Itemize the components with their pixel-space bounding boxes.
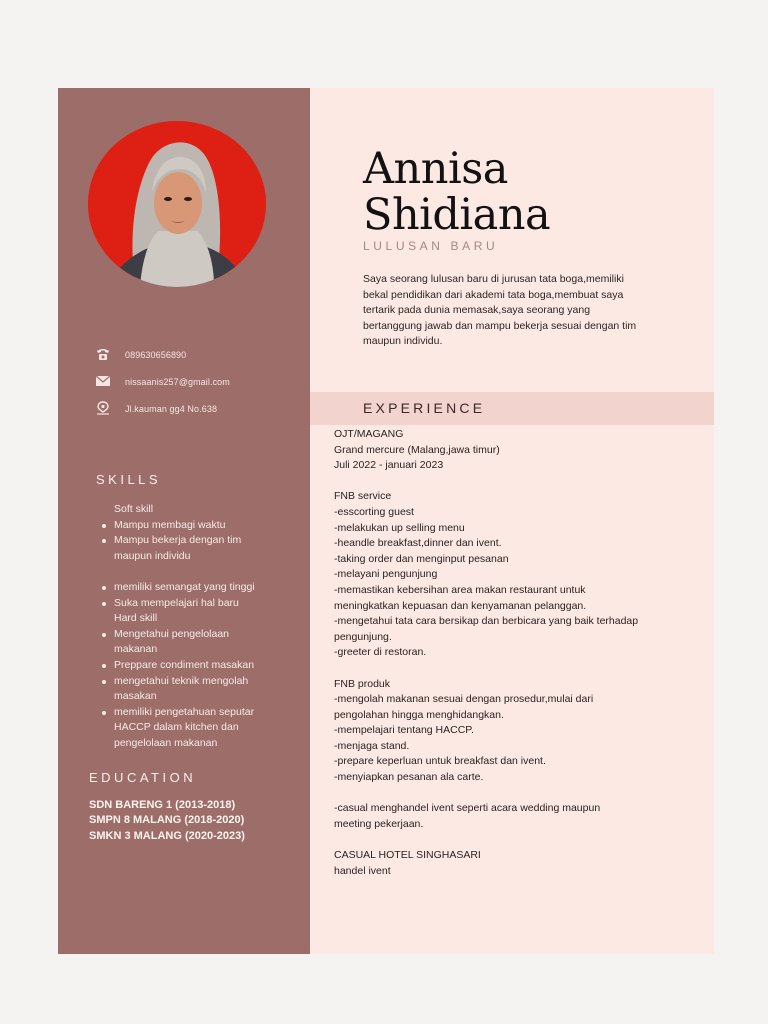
summary-line: bertanggung jawab dan mampu bekerja sesuai dengan tim xyxy=(363,319,637,332)
last-name: Shidiana xyxy=(363,190,551,240)
experience-line: meningkatkan kepuasan dan kenyamanan pelanggan. xyxy=(334,599,587,612)
experience-line: -melayani pengunjung xyxy=(334,568,438,581)
experience-list xyxy=(334,427,694,879)
experience-heading: EXPERIENCE xyxy=(363,400,486,416)
experience-line: -mempelajari tentang HACCP. xyxy=(334,724,474,737)
experience-line: OJT/MAGANG xyxy=(334,428,404,440)
experience-line xyxy=(334,661,694,677)
skills-heading: SKILLS xyxy=(96,472,162,487)
full-name xyxy=(363,146,550,238)
education-item: SMPN 8 MALANG (2018-2020) xyxy=(89,814,245,827)
skill-item: Preppare condiment masakan xyxy=(100,658,300,674)
experience-line: -mengolah makanan sesuai dengan prosedur,mulai dari xyxy=(334,693,594,706)
profile-summary xyxy=(363,272,663,350)
skill-item: Hard skill xyxy=(114,612,158,625)
experience-line xyxy=(334,474,694,490)
skill-item: maupun individu xyxy=(114,549,191,562)
skill-item: HACCP dalam kitchen dan xyxy=(114,721,239,734)
education-list xyxy=(89,798,245,844)
summary-line: maupun individu. xyxy=(363,335,443,348)
experience-line: -memastikan kebersihan area makan restaurant untuk xyxy=(334,583,586,596)
education-item: SMKN 3 MALANG (2020-2023) xyxy=(89,829,245,842)
mail-icon xyxy=(95,374,111,388)
skill-item: Soft skill xyxy=(114,503,154,515)
education-item: SDN BARENG 1 (2013-2018) xyxy=(89,799,236,811)
experience-line: -menjaga stand. xyxy=(334,739,410,752)
phone-icon xyxy=(95,347,111,361)
summary-line: bekal pendidikan dari akademi tata boga,membuat saya xyxy=(363,288,624,301)
location-pin-icon xyxy=(95,401,111,415)
skill-item: Mampu membagi waktu xyxy=(100,518,300,534)
skill-item: mengetahui teknik mengolah xyxy=(100,674,300,690)
skill-item: Mengetahui pengelolaan xyxy=(100,627,300,643)
skill-item: memiliki pengetahuan seputar xyxy=(100,705,300,721)
resume-page xyxy=(58,88,714,954)
skill-item: masakan xyxy=(114,690,157,703)
first-name: Annisa xyxy=(363,144,508,194)
job-title: LULUSAN BARU xyxy=(363,239,499,253)
experience-line xyxy=(334,786,694,802)
skill-item xyxy=(100,564,300,580)
experience-line: FNB produk xyxy=(334,677,391,690)
summary-line: tertarik pada dunia memasak,saya seorang yang xyxy=(363,304,591,317)
skill-item: makanan xyxy=(114,643,158,656)
summary-line: Saya seorang lulusan baru di jurusan tata boga,memiliki xyxy=(363,273,624,285)
experience-line: -casual menghandel ivent seperti acara wedding maupun xyxy=(334,802,601,815)
experience-line xyxy=(334,832,694,848)
skills-list xyxy=(100,502,300,752)
experience-line: -greeter di restoran. xyxy=(334,646,427,659)
experience-line: -mengetahui tata cara bersikap dan berbicara yang baik terhadap xyxy=(334,615,639,628)
experience-line: -melakukan up selling menu xyxy=(334,521,465,534)
experience-line: meeting pekerjaan. xyxy=(334,817,424,830)
experience-line: Grand mercure (Malang,jawa timur) xyxy=(334,443,500,456)
experience-line: pengolahan hingga menghidangkan. xyxy=(334,708,504,721)
sidebar xyxy=(58,88,310,954)
experience-line: Juli 2022 - januari 2023 xyxy=(334,459,444,472)
profile-photo-image xyxy=(88,121,266,287)
experience-line: -taking order dan menginput pesanan xyxy=(334,552,509,565)
experience-line: -heandle breakfast,dinner dan ivent. xyxy=(334,537,502,550)
experience-line: -prepare keperluan untuk breakfast dan ivent. xyxy=(334,755,546,768)
experience-line: handel ivent xyxy=(334,864,391,877)
phone-number[interactable]: 089630656890 xyxy=(125,350,187,360)
skill-item: pengelolaan makanan xyxy=(114,736,218,749)
experience-line: -menyiapkan pesanan ala carte. xyxy=(334,771,484,784)
education-heading: EDUCATION xyxy=(89,770,197,785)
email-address[interactable]: nissaanis257@gmail.com xyxy=(125,377,230,387)
skill-item: memiliki semangat yang tinggi xyxy=(100,580,300,596)
skill-item: Suka mempelajari hal baru xyxy=(100,596,300,612)
profile-photo xyxy=(88,121,266,287)
experience-line: FNB service xyxy=(334,490,392,503)
experience-line: -esscorting guest xyxy=(334,505,414,518)
skill-item: Mampu bekerja dengan tim xyxy=(100,533,300,549)
address: Jl.kauman gg4 No.638 xyxy=(125,404,218,414)
experience-line: pengunjung. xyxy=(334,630,392,643)
experience-line: CASUAL HOTEL SINGHASARI xyxy=(334,849,481,862)
